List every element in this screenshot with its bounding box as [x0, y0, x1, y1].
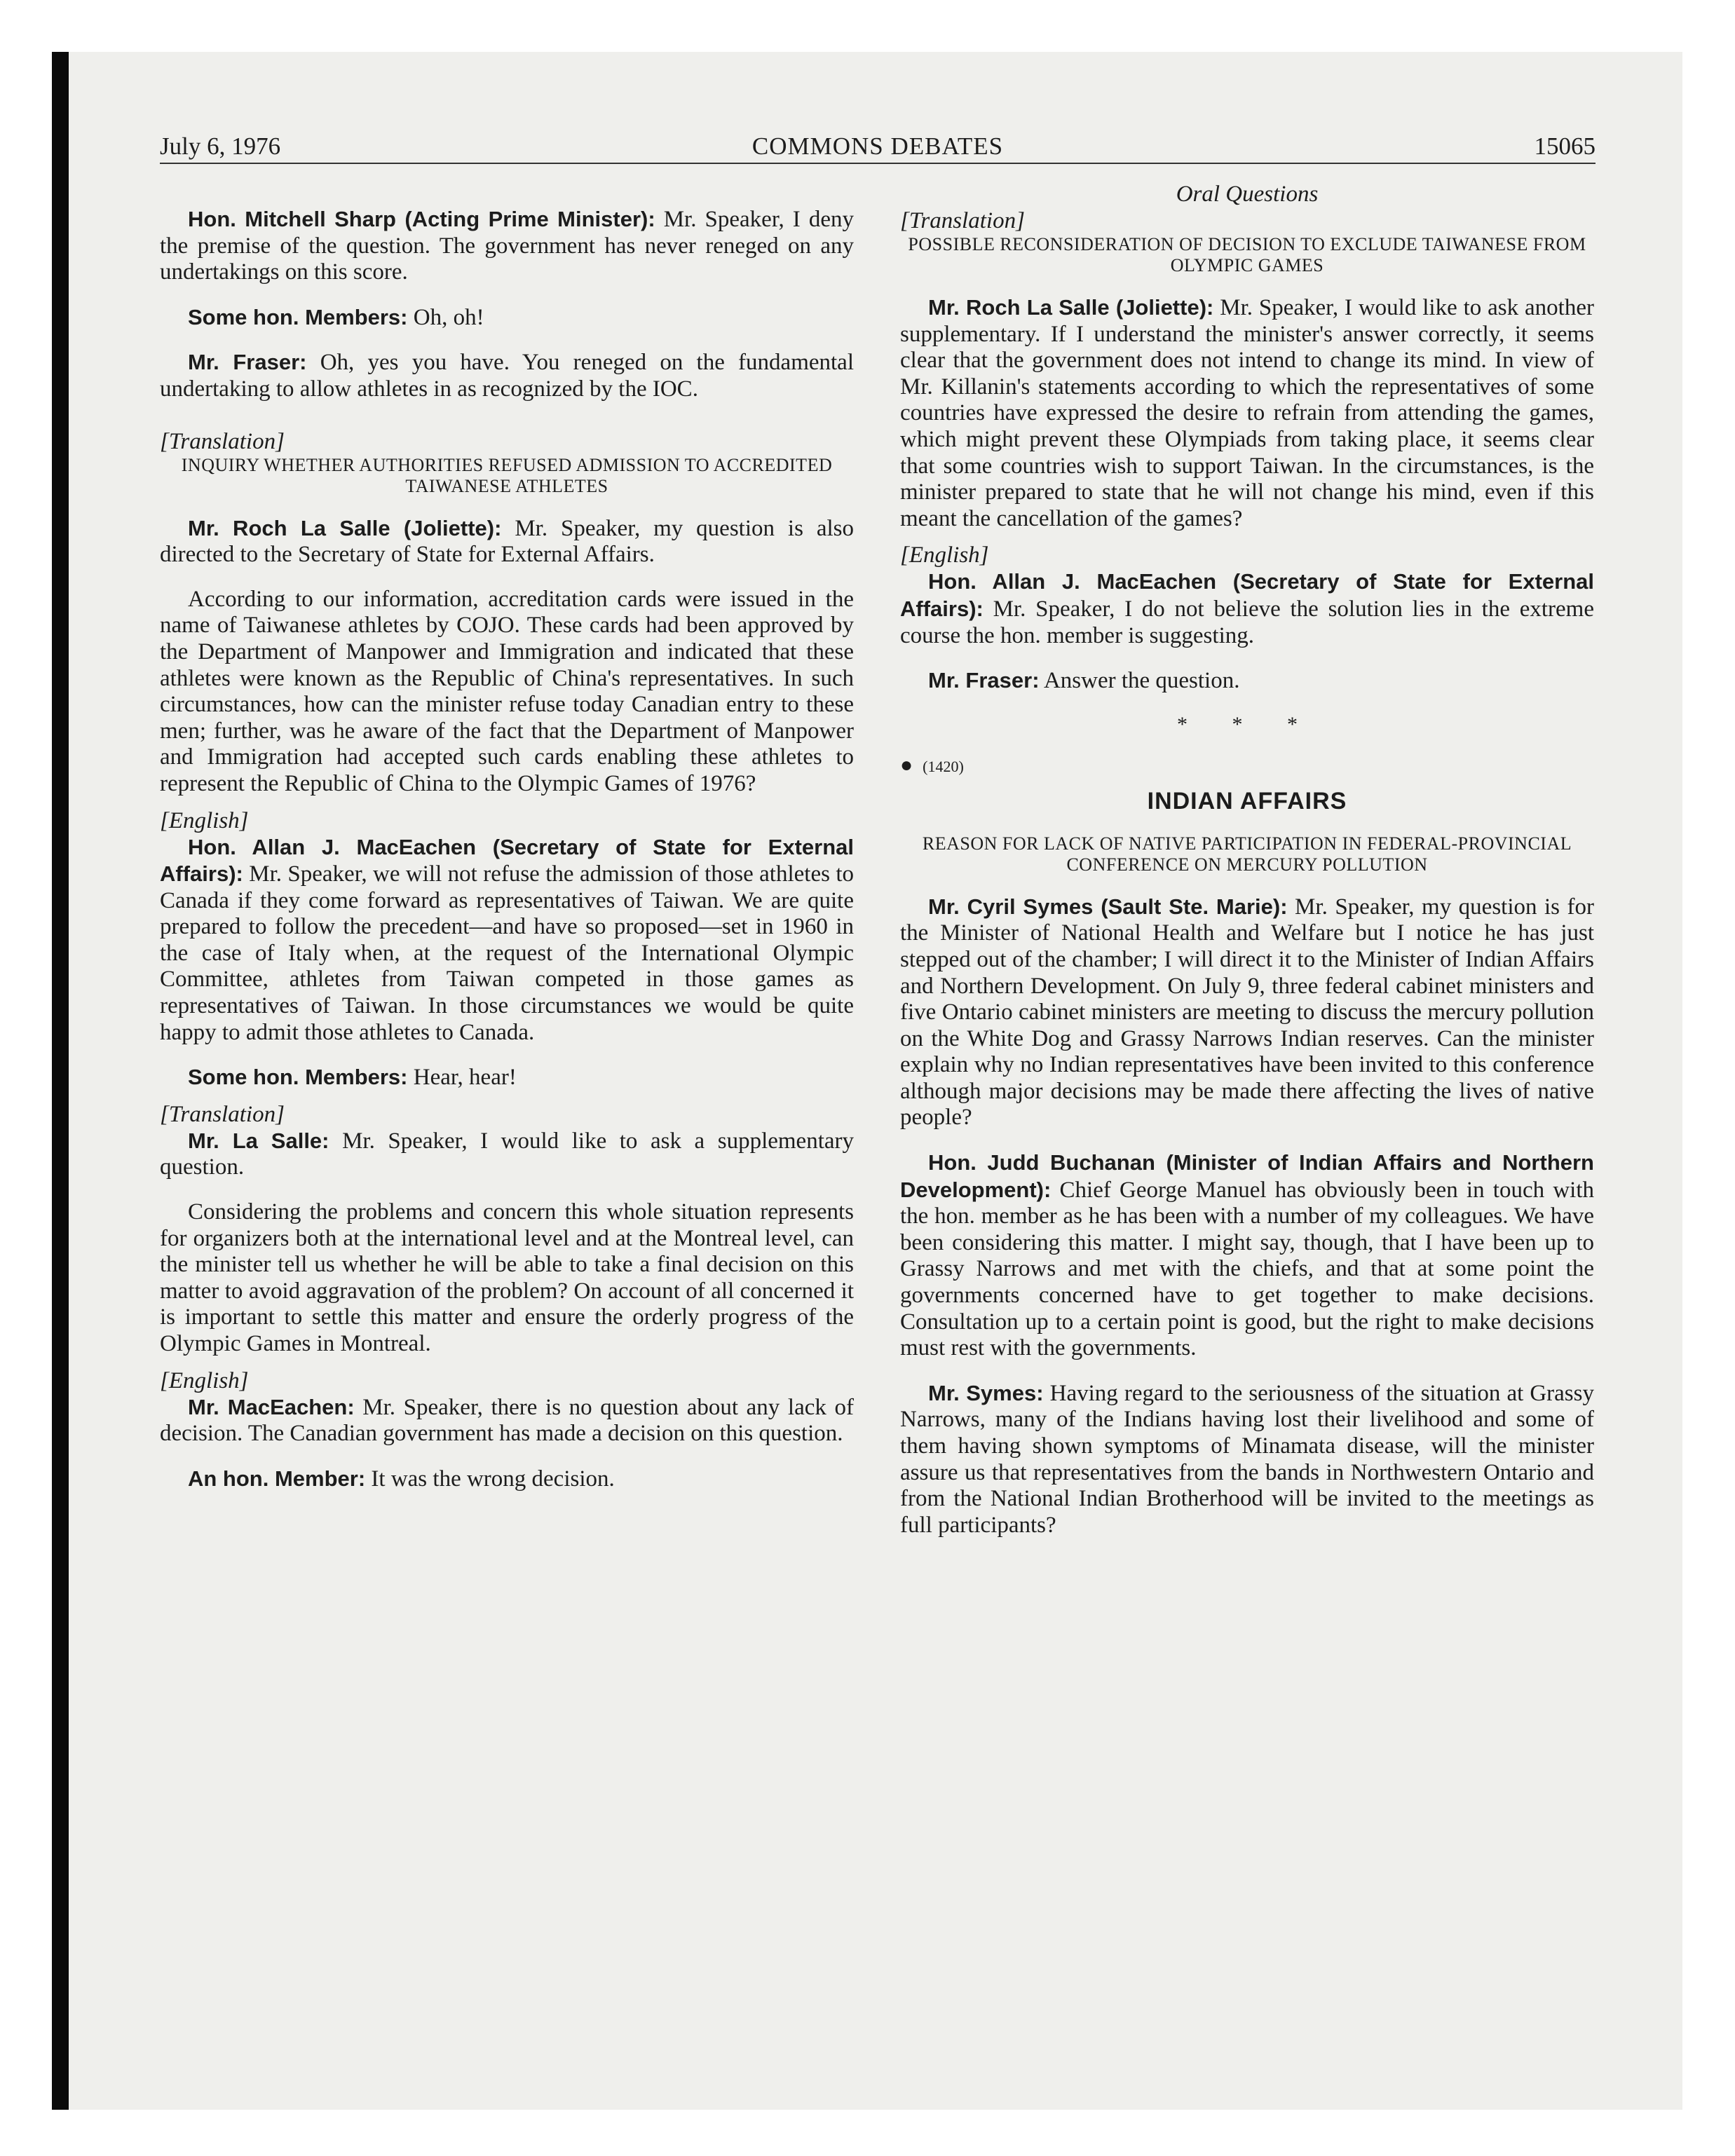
section-break: * * *: [1177, 712, 1317, 736]
speech: [900, 294, 1594, 532]
speaker-name: Mr. Cyril Symes (Sault Ste. Marie):: [928, 894, 1288, 919]
speaker-name: Mr. MacEachen:: [188, 1394, 355, 1419]
language-tag: [Translation]: [160, 428, 285, 454]
speech-text: It was the wrong decision.: [365, 1466, 615, 1492]
speech: [160, 1064, 854, 1091]
speaker-name: Hon. Mitchell Sharp (Acting Prime Minister):: [188, 207, 655, 231]
section-subheading: REASON FOR LACK OF NATIVE PARTICIPATION IN FEDERAL-PROVINCIAL CONFERENCE ON MERCURY POLLUTION: [922, 833, 1572, 875]
header-rule: [160, 163, 1595, 164]
speech-text: Oh, oh!: [407, 304, 484, 330]
speaker-name: Some hon. Members:: [188, 1065, 408, 1090]
speech-text: Chief George Manuel has obviously been in touch with the hon. member as he has been with a number of my colleagues. We have been considering this matter. I might say, though, that I have been up to Grassy Narrows and met with the chiefs, and that at some point the governments concerned have to get together to make decisions. Consultation up to a certain point is good, but the right to make decisions must rest with the governments.: [900, 1177, 1594, 1361]
speech: [160, 304, 854, 332]
speech: [160, 206, 854, 286]
speech: [160, 1128, 854, 1181]
speech-text: Mr. Speaker, my question is for the Minister of National Health and Welfare but I notice he has just stepped out of the chamber; I will direct it to the Minister of Indian Affairs and Northern Development. On July 9, three federal cabinet ministers and five Ontario cabinet ministers are meeting to discuss the mercury pollution on the White Dog and Grassy Narrows Indian reserves. Can the minister explain why no Indian representatives have been invited to this conference although major decisions may be made there affecting the lives of native people?: [900, 894, 1594, 1131]
language-tag: [Translation]: [900, 208, 1025, 233]
running-head: Oral Questions: [1176, 182, 1319, 207]
language-tag: [Translation]: [160, 1101, 285, 1127]
section-subheading: INQUIRY WHETHER AUTHORITIES REFUSED ADMISSION TO ACCREDITED TAIWANESE ATHLETES: [181, 454, 833, 496]
speech: [160, 834, 854, 1046]
speech-text: Mr. Speaker, I would like to ask a supplementary question.: [160, 1128, 855, 1180]
bullet-icon: ●: [900, 753, 913, 777]
speaker-name: Hon. Allan J. MacEachen (Secretary of State for External Affairs):: [160, 834, 854, 887]
time-marker: [900, 755, 1594, 777]
page-number: 15065: [1534, 132, 1595, 160]
speech-paragraph: According to our information, accreditation cards were issued in the name of Taiwanese athletes by COJO. These cards had been approved by the Department of Manpower and Immigration and indicated that these athletes were known as the Republic of China's representatives. In such circumstances, how can the minister refuse today Canadian entry to these men; further, was he aware of the fact that the Department of Manpower and Immigration had accepted such cards enabling these athletes to represent the Republic of China to the Olympic Games of 1976?: [160, 586, 854, 796]
speaker-name: Some hon. Members:: [188, 304, 408, 329]
speech: [160, 1394, 854, 1447]
section-heading: INDIAN AFFAIRS: [1147, 787, 1347, 814]
speech: [900, 894, 1594, 1131]
speech-text: Mr. Speaker, I would like to ask another supplementary. If I understand the minister's answer correctly, it seems clear that the government does not intend to change its mind. In view of Mr. Killanin's statements according to which the representatives of some countries have expressed the desire to refrain from attending the games, which might prevent these Olympiads from taking place, it seems clear that some countries wish to support Taiwan. In the circumstances, is the minister prepared to state that he will not change his mind, even if this meant the cancellation of the games?: [900, 295, 1594, 531]
language-tag: [English]: [160, 1367, 249, 1393]
right-column: [900, 181, 1594, 1538]
speaker-name: An hon. Member:: [188, 1466, 366, 1491]
header-date: July 6, 1976: [160, 132, 281, 160]
speech: [900, 667, 1594, 695]
language-tag: [English]: [160, 807, 249, 833]
language-tag: [English]: [900, 543, 989, 568]
speaker-name: Mr. Fraser:: [188, 350, 307, 375]
speech-paragraph: Considering the problems and concern this whole situation represents for organizers both at the international level and at the Montreal level, can the minister tell us whether he will be able to take a final decision on this matter to avoid aggravation of the problem? On account of all concerned it is important to settle this matter and ensure the orderly progress of the Olympic Games in Montreal.: [160, 1199, 854, 1356]
speaker-name: Mr. Roch La Salle (Joliette):: [928, 295, 1214, 320]
speech: [160, 349, 854, 402]
page-header: [160, 129, 1595, 164]
speech-text: Mr. Speaker, we will not refuse the admission of those athletes to Canada if they come forward as representatives of Taiwan. We are quite prepared to follow the precedent—and have so proposed—set in 1960 in the case of Italy when, at the request of the International Olympic Committee, athletes from Taiwan competed in those games as representatives of Taiwan. In those circumstances we would be quite happy to admit those athletes to Canada.: [160, 861, 854, 1045]
speaker-name: Mr. Roch La Salle (Joliette):: [188, 515, 502, 540]
speech: [160, 1466, 854, 1493]
speaker-name: Mr. Fraser:: [928, 668, 1040, 693]
time-marker-label: (1420): [923, 757, 964, 775]
speech-text: Answer the question.: [1039, 668, 1240, 694]
speaker-name: Hon. Judd Buchanan (Minister of Indian Affairs and Northern Development):: [900, 1150, 1594, 1202]
left-column: [160, 181, 854, 1492]
section-subheading: POSSIBLE RECONSIDERATION OF DECISION TO EXCLUDE TAIWANESE FROM OLYMPIC GAMES: [908, 234, 1586, 275]
speaker-name: Hon. Allan J. MacEachen (Secretary of State for External Affairs):: [900, 569, 1594, 621]
speech: [160, 515, 854, 568]
binding-edge: [52, 52, 69, 2110]
speaker-name: Mr. La Salle:: [188, 1128, 329, 1153]
speech-text: Oh, yes you have. You reneged on the fundamental undertaking to allow athletes in as recognized by the IOC.: [160, 350, 854, 402]
speech-text: Mr. Speaker, I do not believe the solution lies in the extreme course the hon. member is suggesting.: [900, 596, 1594, 648]
speech-text: Hear, hear!: [407, 1065, 517, 1091]
speech-text: Mr. Speaker, my question is also directed to the Secretary of State for External Affairs.: [160, 515, 854, 568]
speech: [900, 568, 1594, 649]
header-title: COMMONS DEBATES: [751, 132, 1004, 160]
speech-text: Mr. Speaker, I deny the premise of the question. The government has never reneged on any undertakings on this score.: [160, 207, 855, 285]
speech: [900, 1149, 1594, 1362]
speech-text: Mr. Speaker, there is no question about any lack of decision. The Canadian government has made a decision on this question.: [160, 1394, 854, 1447]
speaker-name: Mr. Symes:: [928, 1380, 1044, 1405]
speech: [900, 1380, 1594, 1539]
speech-text: Having regard to the seriousness of the situation at Grassy Narrows, many of the Indians having lost their livelihood and some of them having shown symptoms of Minamata disease, will the minister assure us that representatives from the bands in Northwestern Ontario and from the National Indian Brotherhood will be invited to the meetings as full participants?: [900, 1380, 1594, 1538]
